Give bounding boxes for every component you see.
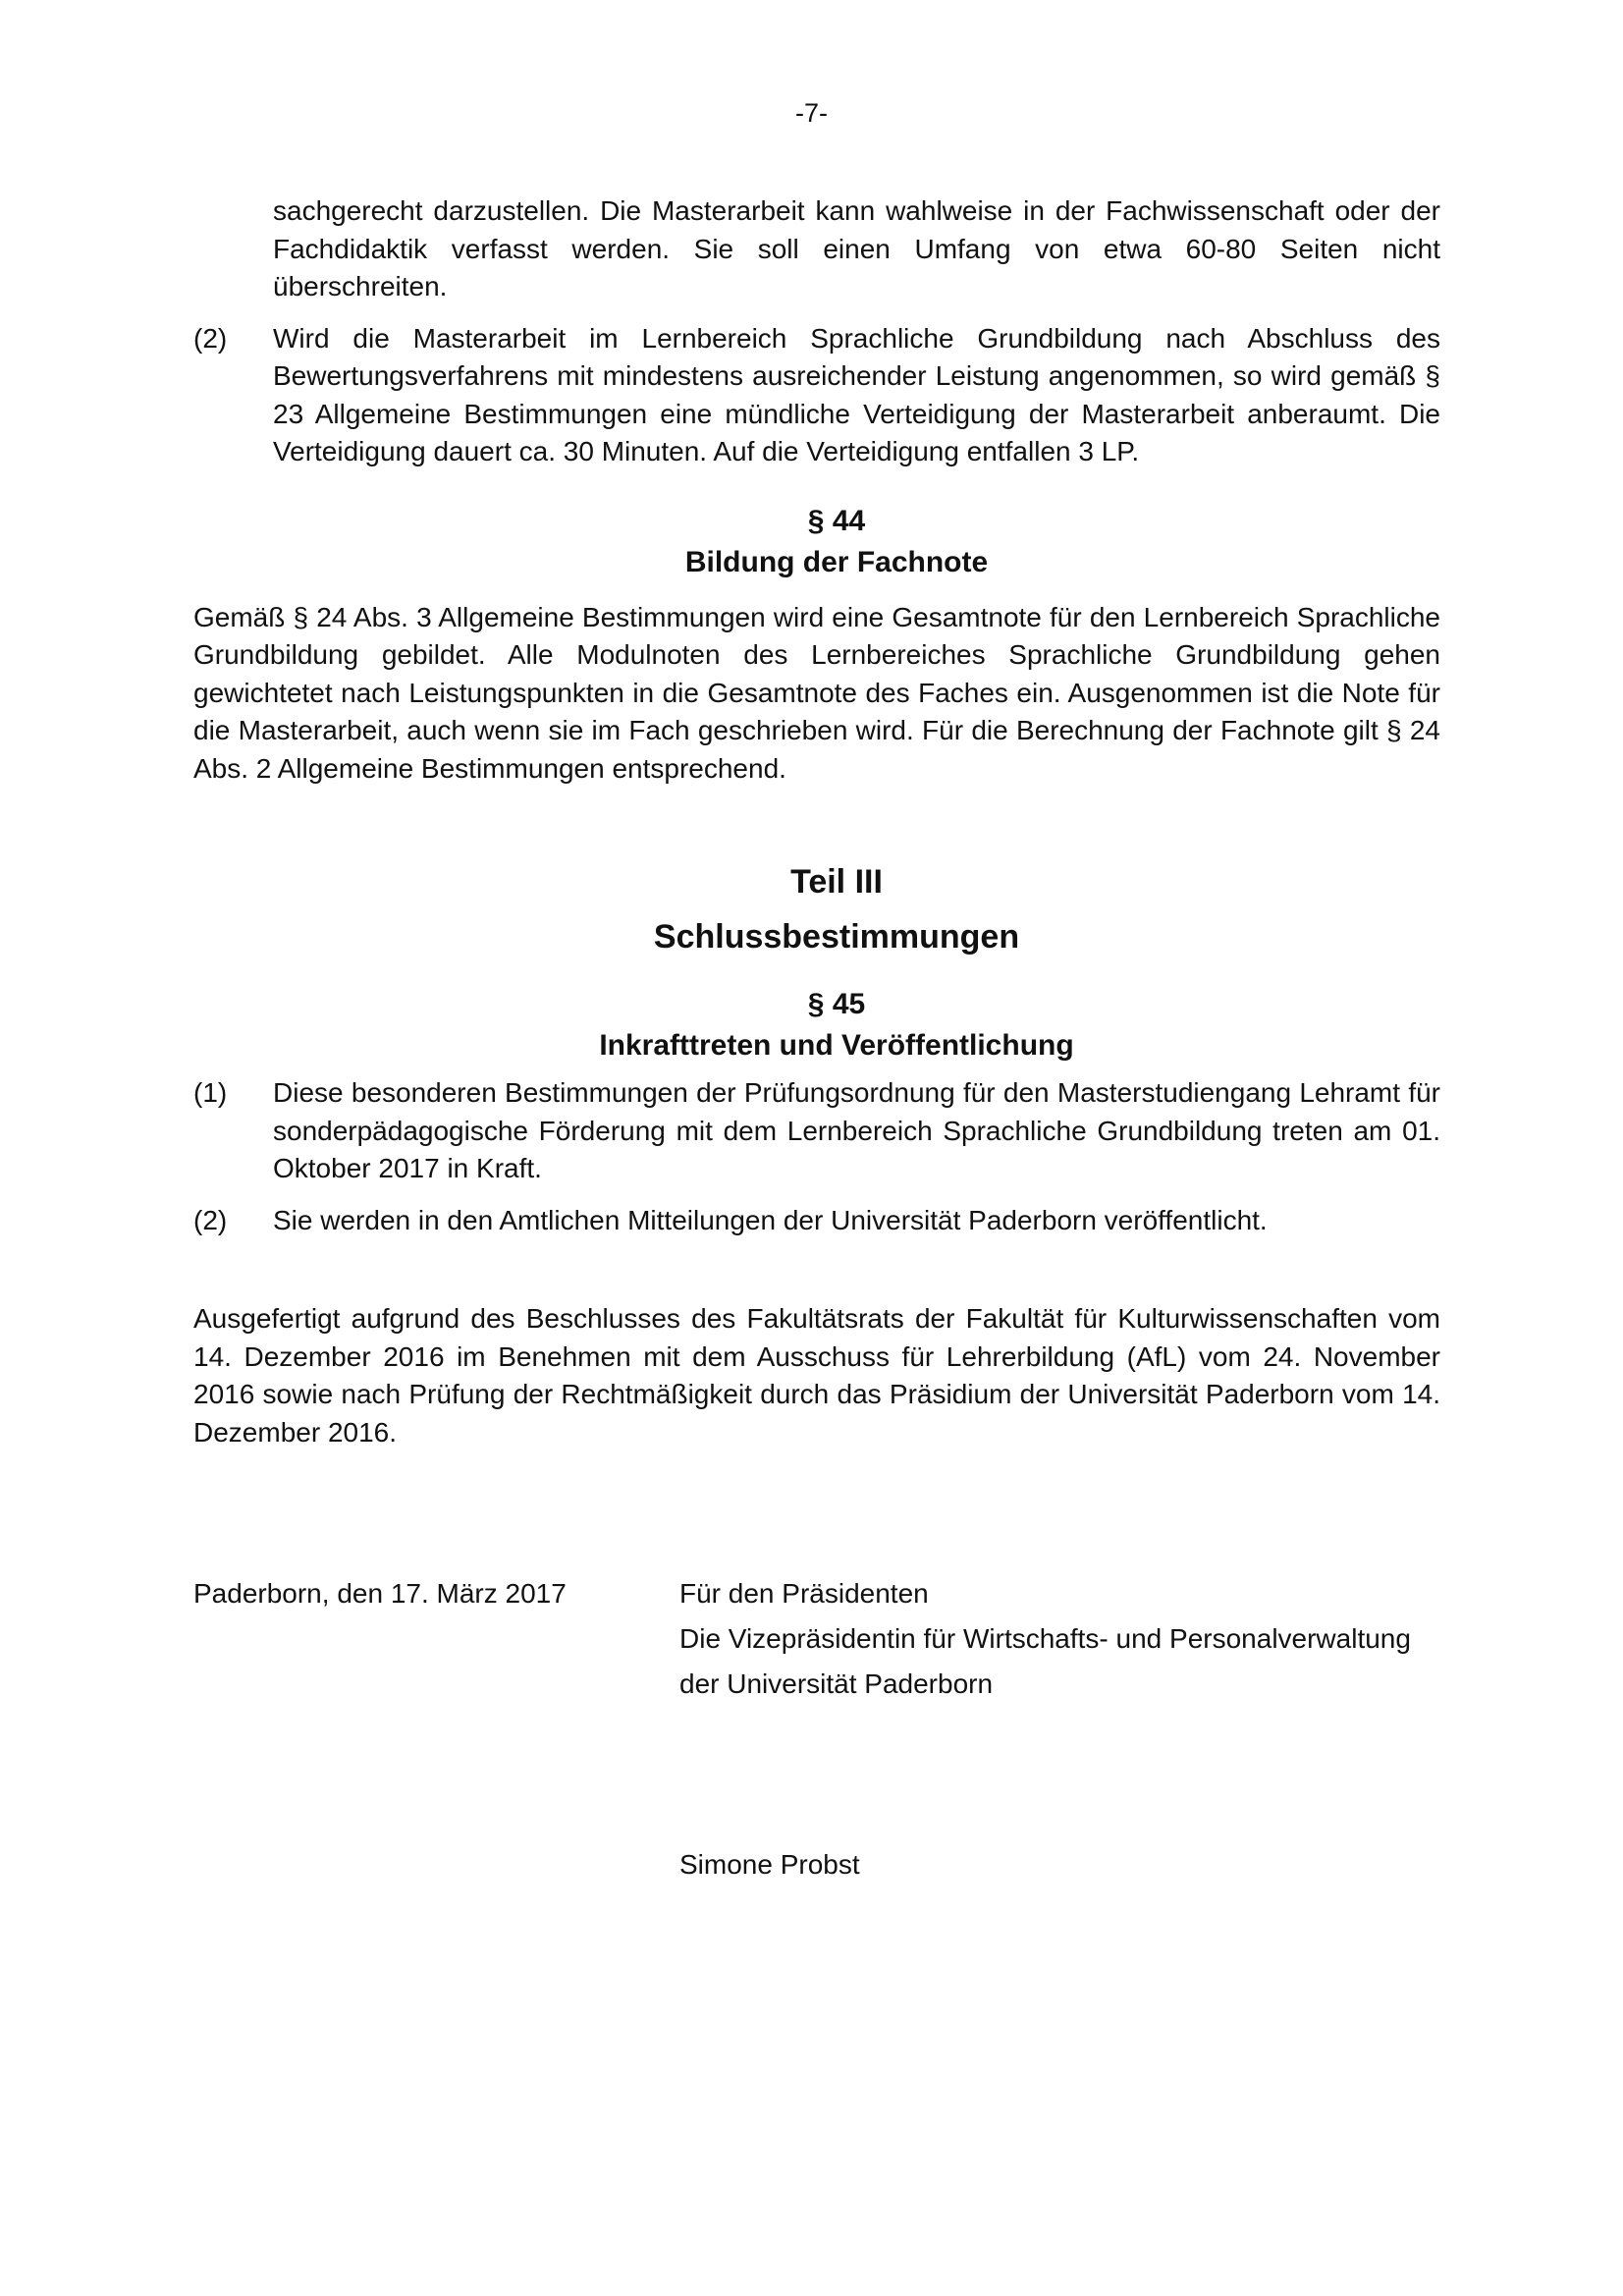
- section-44-title: Bildung der Fachnote: [684, 545, 989, 578]
- item-text: Diese besonderen Bestimmungen der Prüfungsordnung für den Masterstudiengang Lehramt für sonderpädagogische Förderung mit dem Lernbereich Sprachliche Grundbildung treten am 01. Oktober 2017 in Kraft.: [273, 1077, 1440, 1183]
- page-number: -7-: [795, 98, 828, 128]
- section-44-number: § 44: [807, 504, 866, 537]
- item-text: Sie werden in den Amtlichen Mitteilungen der Universität Paderborn veröffentlicht.: [273, 1204, 1268, 1235]
- issuance-paragraph: Ausgefertigt aufgrund des Beschlusses des Fakultätsrats der Fakultät für Kulturwissenschaften vom 14. Dezember 2016 im Benehmen mit dem Ausschuss für Lehrerbildung (AfL) vom 24. November 2016 sowie nach Prüfung der Rechtmäßigkeit durch das Präsidium der Universität Paderborn vom 14. Dezember 2016.: [193, 1303, 1440, 1448]
- signatory-name: Simone Probst: [679, 1849, 860, 1880]
- section-45-item-1: [193, 1074, 1440, 1188]
- signatory-line-1: Für den Präsidenten: [679, 1578, 929, 1609]
- continuation-paragraph: sachgerecht darzustellen. Die Masterarbeit kann wahlweise in der Fachwissenschaft oder der Fachdidaktik verfasst werden. Sie soll einen Umfang von etwa 60-80 Seiten nicht überschreiten.: [273, 195, 1440, 301]
- part-3-label: Teil III: [790, 863, 883, 901]
- signatory-line-3: der Universität Paderborn: [679, 1668, 994, 1699]
- section-45-item-2: [193, 1202, 1440, 1240]
- place-date: Paderborn, den 17. März 2017: [193, 1578, 567, 1609]
- part-3-title: Schlussbestimmungen: [653, 918, 1020, 956]
- document-body: [193, 192, 1440, 1451]
- item-number: (2): [193, 1204, 228, 1235]
- item-number: (1): [193, 1077, 228, 1108]
- section-45-number: § 45: [807, 988, 866, 1020]
- signatory-line-2: Die Vizepräsidentin für Wirtschafts- und Personalverwaltung: [679, 1623, 1411, 1654]
- section-45-title: Inkrafttreten und Veröffentlichung: [599, 1029, 1074, 1062]
- section-44-text: Gemäß § 24 Abs. 3 Allgemeine Bestimmungen wird eine Gesamtnote für den Lernbereich Sprachliche Grundbildung gebildet. Alle Modulnoten des Lernbereiches Sprachliche Grundbildung gehen gewichtetet nach Leistungspunkten in die Gesamtnote des Faches ein. Ausgenommen ist die Note für die Masterarbeit, auch wenn sie im Fach geschrieben wird. Für die Berechnung der Fachnote gilt § 24 Abs. 2 Allgemeine Bestimmungen entsprechend.: [193, 601, 1440, 784]
- paragraph-text: Wird die Masterarbeit im Lernbereich Sprachliche Grundbildung nach Abschluss des Bewertungsverfahrens mit mindestens ausreichender Leistung angenommen, so wird gemäß § 23 Allgemeine Bestimmungen eine mündliche Verteidigung der Masterarbeit anberaumt. Die Verteidigung dauert ca. 30 Minuten. Auf die Verteidigung entfallen 3 LP.: [273, 322, 1440, 466]
- paragraph-number: (2): [193, 322, 228, 354]
- signatory-title: [679, 1571, 1445, 1707]
- paragraph-2: [193, 320, 1440, 471]
